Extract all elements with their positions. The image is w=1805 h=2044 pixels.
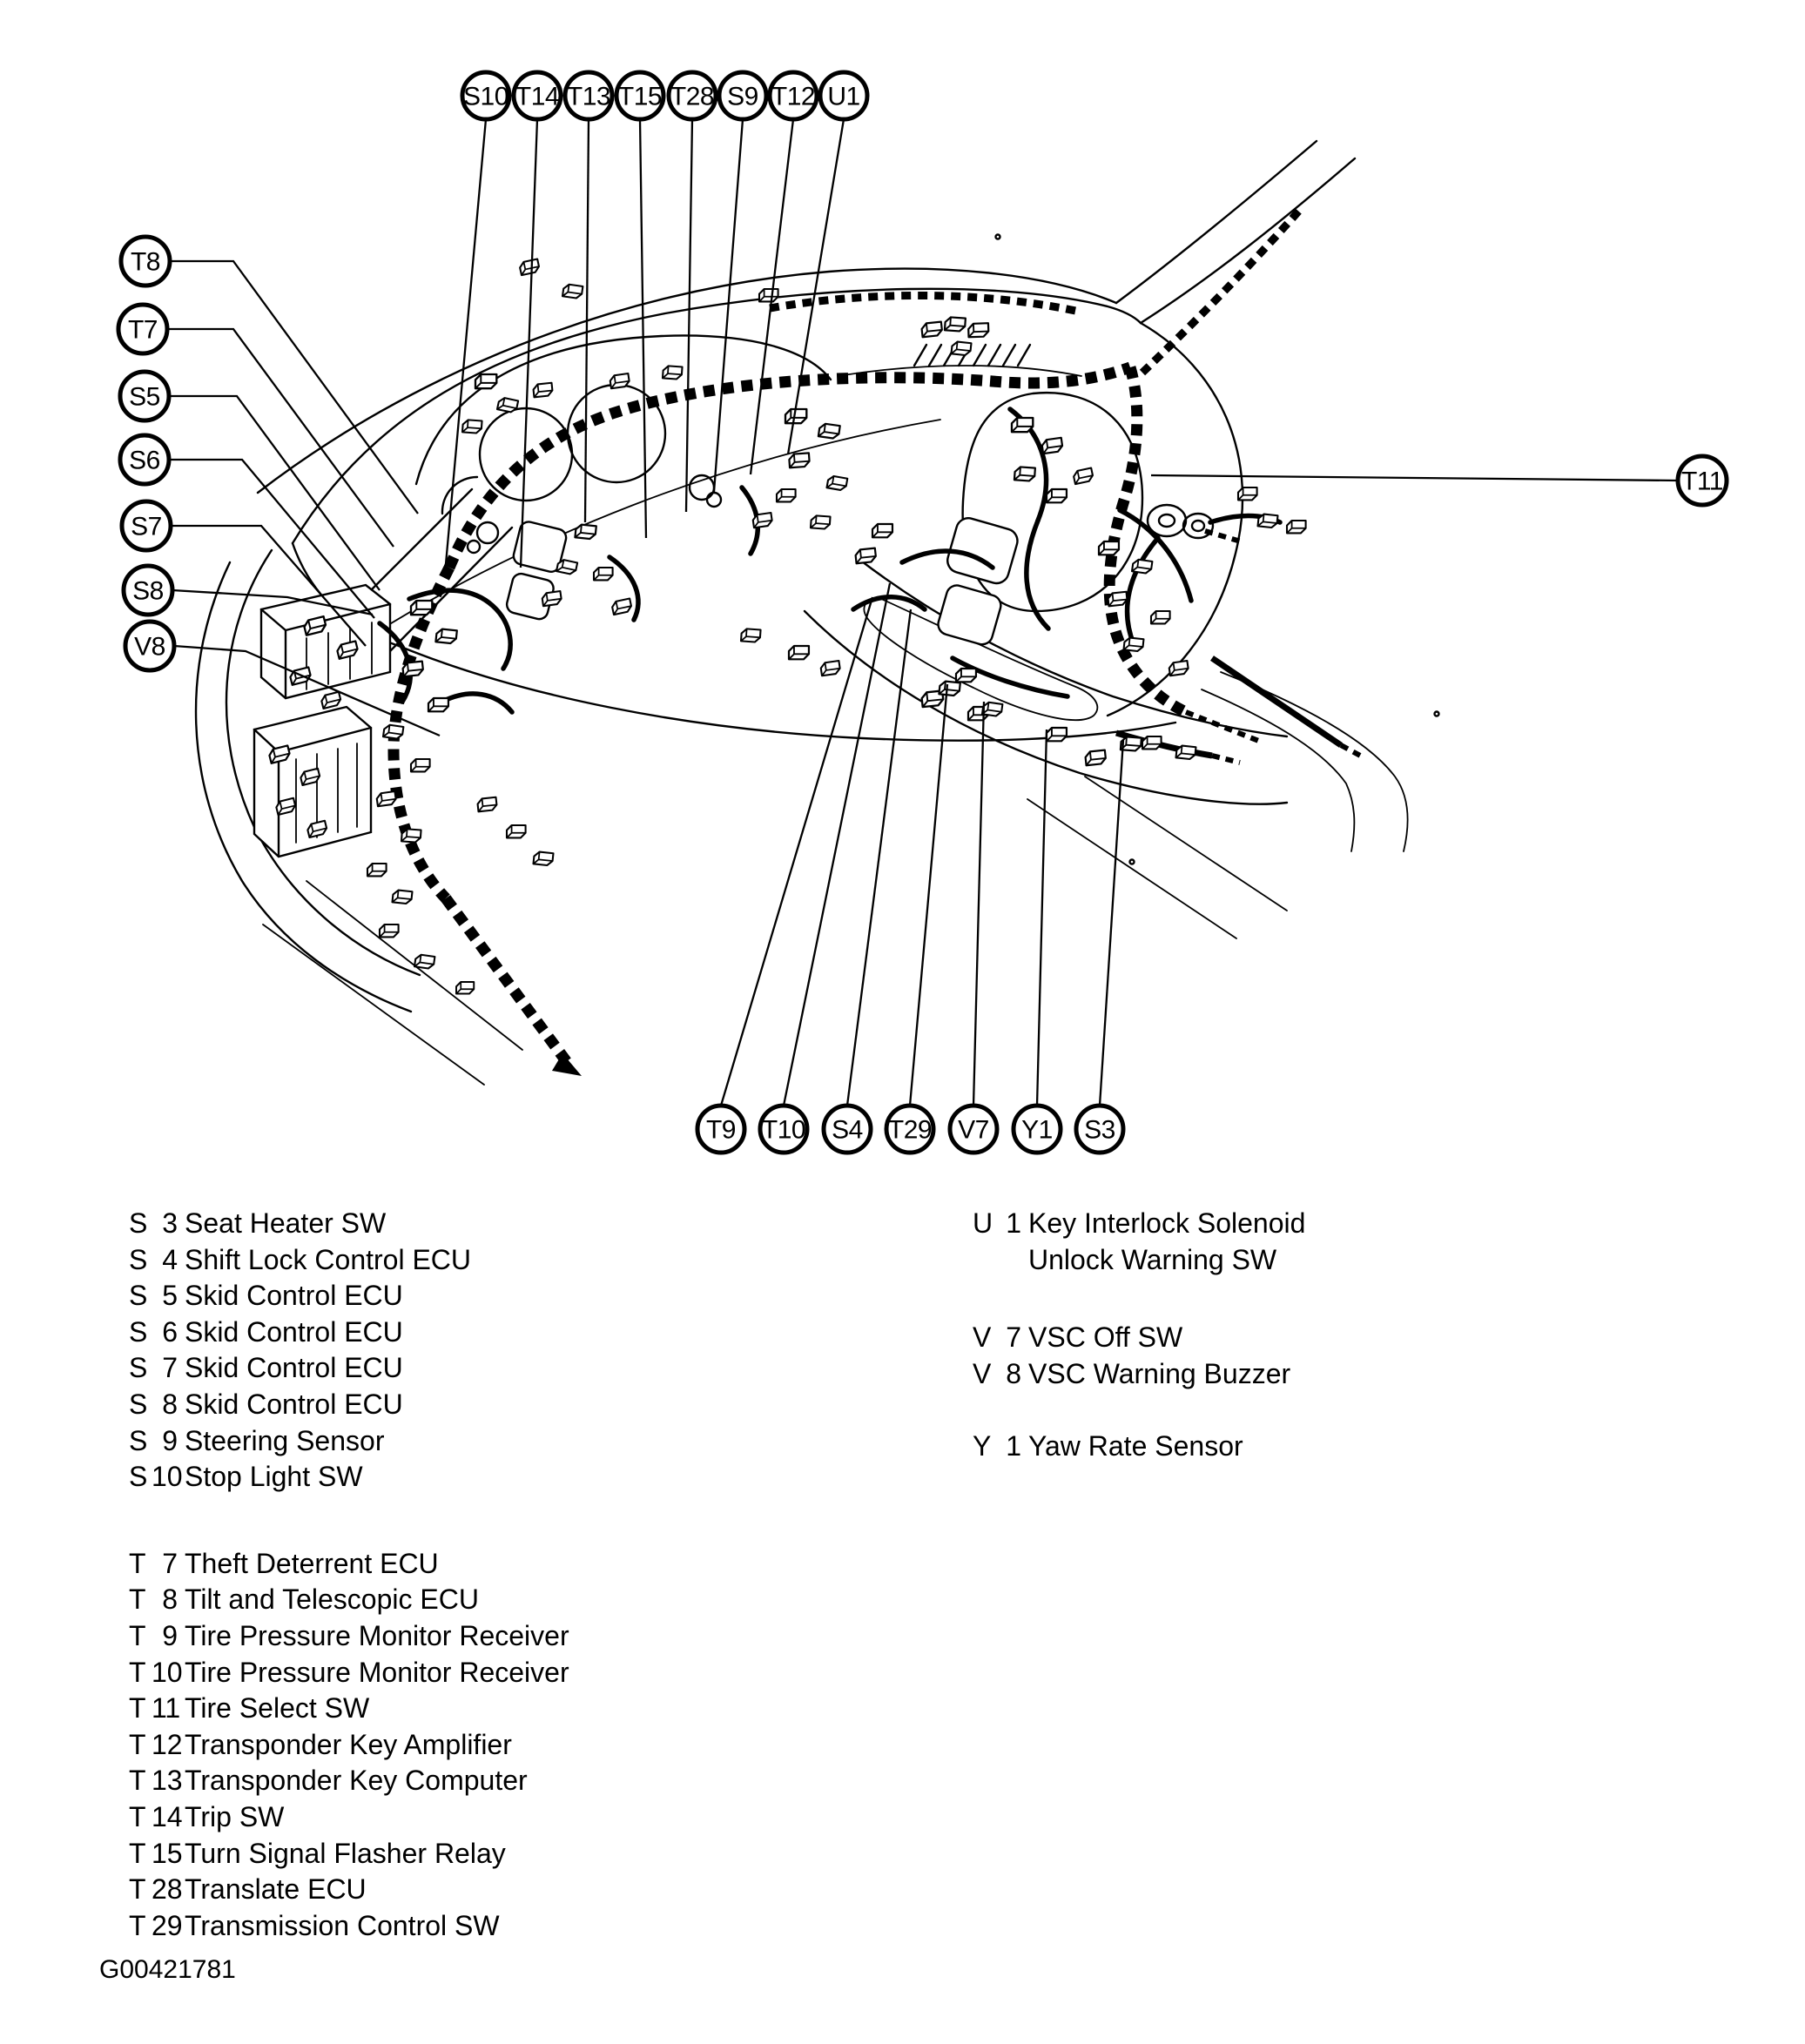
legend-row: S 9 Steering Sensor (129, 1424, 385, 1456)
legend-row: T 10 Tire Pressure Monitor Receiver (129, 1656, 569, 1688)
callout-T29 (886, 684, 947, 1153)
callout-label: T28 (670, 82, 715, 111)
legend-row: T 7 Theft Deterrent ECU (129, 1547, 439, 1579)
legend-row: T 14 Trip SW (129, 1800, 285, 1832)
legend-row-continuation: Unlock Warning SW (1028, 1243, 1277, 1275)
callout-label: S9 (727, 82, 758, 111)
callout-label: S7 (131, 512, 162, 541)
callouts (118, 72, 1727, 1153)
legend-row: T 28 Translate ECU (129, 1873, 367, 1906)
legend-row: T 12 Transponder Key Amplifier (129, 1728, 512, 1760)
legend-left-column (129, 1206, 569, 1944)
legend-row: T 9 Tire Pressure Monitor Receiver (129, 1619, 569, 1651)
legend-row: S 8 Skid Control ECU (129, 1388, 403, 1420)
callout-label: S5 (129, 382, 160, 412)
callout-label: V8 (134, 632, 165, 662)
legend-row: V 8 VSC Warning Buzzer (973, 1357, 1291, 1389)
legend-row: S 3 Seat Heater SW (129, 1207, 387, 1239)
callout-U1 (788, 72, 867, 454)
callout-label: S4 (832, 1115, 863, 1145)
callout-label: T8 (130, 247, 161, 277)
callout-label: T12 (771, 82, 816, 111)
legend-row: T 15 Turn Signal Flasher Relay (129, 1837, 506, 1869)
callout-S3 (1076, 740, 1123, 1153)
callout-label: U1 (827, 82, 860, 111)
legend-row: S 4 Shift Lock Control ECU (129, 1243, 472, 1275)
legend-row: V 7 VSC Off SW (973, 1321, 1183, 1354)
callout-label: S8 (132, 576, 164, 606)
callout-label: T9 (705, 1115, 737, 1145)
callout-label: T10 (761, 1115, 806, 1145)
defroster-vent-hatch (914, 345, 1030, 366)
callout-T9 (697, 597, 872, 1153)
legend-row: S 7 Skid Control ECU (129, 1352, 403, 1384)
legend-row: T 8 Tilt and Telescopic ECU (129, 1583, 479, 1616)
callout-label: T11 (1681, 467, 1723, 496)
legend-right-column (973, 1206, 1305, 1465)
callout-label: V7 (958, 1115, 989, 1145)
legend-row: U 1 Key Interlock Solenoid (973, 1207, 1306, 1239)
legend-row: Y 1 Yaw Rate Sensor (973, 1430, 1243, 1462)
legend-row: S 6 Skid Control ECU (129, 1315, 403, 1348)
callout-S8 (124, 566, 373, 615)
callout-V7 (950, 702, 997, 1153)
callout-label: T15 (617, 82, 663, 111)
figure-id: G00421781 (99, 1955, 236, 1984)
callout-label: S3 (1084, 1115, 1115, 1145)
callout-label: T29 (887, 1115, 933, 1145)
callout-label: T7 (127, 315, 158, 345)
callout-T14 (514, 72, 561, 568)
callout-S10 (446, 72, 509, 564)
callout-label: S10 (463, 82, 508, 111)
callout-label: Y1 (1021, 1115, 1053, 1145)
callout-label: S6 (129, 446, 160, 475)
legend-row: T 11 Tire Select SW (129, 1692, 370, 1725)
callout-Y1 (1014, 730, 1061, 1153)
legend-row: S 10 Stop Light SW (129, 1461, 363, 1493)
legend-row: T 29 Transmission Control SW (129, 1909, 500, 1941)
callout-label: T14 (515, 82, 560, 111)
legend-row: T 13 Transponder Key Computer (129, 1765, 528, 1797)
legend-row: S 5 Skid Control ECU (129, 1280, 403, 1312)
callout-label: T13 (566, 82, 611, 111)
